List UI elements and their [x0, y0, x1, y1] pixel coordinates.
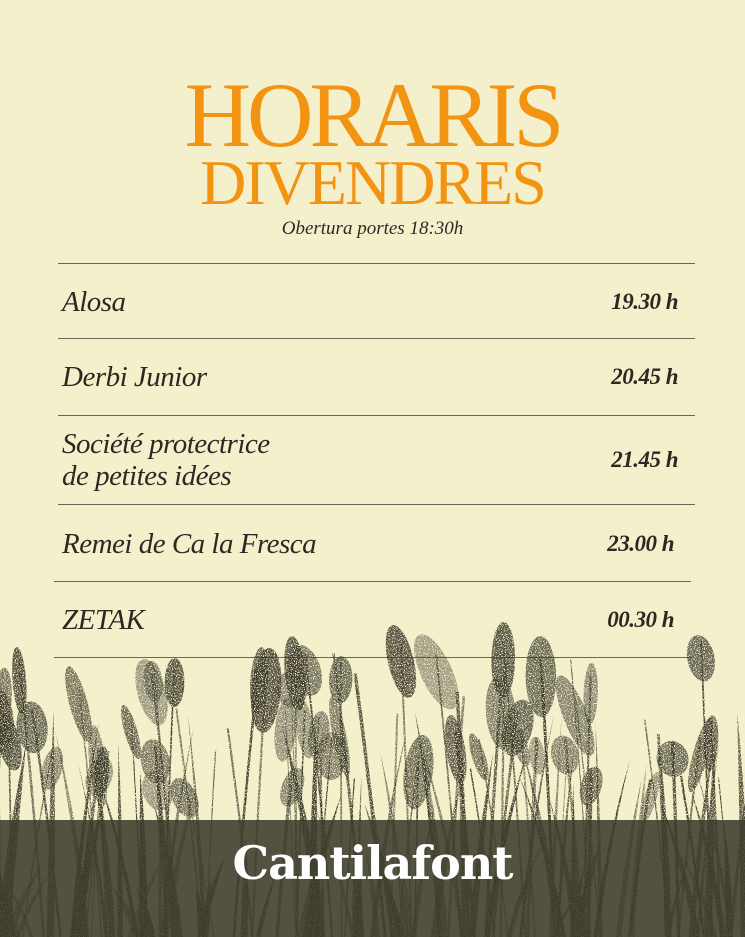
performance-time: 21.45 h [611, 447, 678, 472]
artist-name-line2: de petites idées [62, 460, 232, 492]
performance-time: 23.00 h [607, 531, 674, 556]
title-block [0, 64, 745, 218]
title-divendres: DIVENDRES [200, 147, 545, 218]
divider-line [58, 338, 695, 339]
performance-time: 00.30 h [607, 607, 674, 632]
brand-logo: Cantilafont [232, 836, 513, 890]
schedule-row [62, 286, 680, 320]
artist-name: Alosa [62, 286, 126, 318]
divider-line [58, 415, 695, 416]
schedule-row [62, 428, 680, 494]
artist-name: Derbi Junior [62, 361, 207, 393]
divider-line [54, 581, 691, 582]
divider-line [58, 504, 695, 505]
divider-line [58, 263, 695, 264]
title-horaris: HORARIS [184, 64, 561, 166]
artist-name: ZETAK [62, 604, 145, 636]
schedule-row [62, 361, 680, 395]
schedule-row [62, 528, 680, 562]
performance-time: 19.30 h [611, 289, 678, 314]
performance-time: 20.45 h [611, 364, 678, 389]
artist-name-line1: Société protectrice [62, 428, 270, 460]
doors-open-text: Obertura portes 18:30h [281, 218, 464, 239]
artist-name: Remei de Ca la Fresca [62, 528, 317, 560]
